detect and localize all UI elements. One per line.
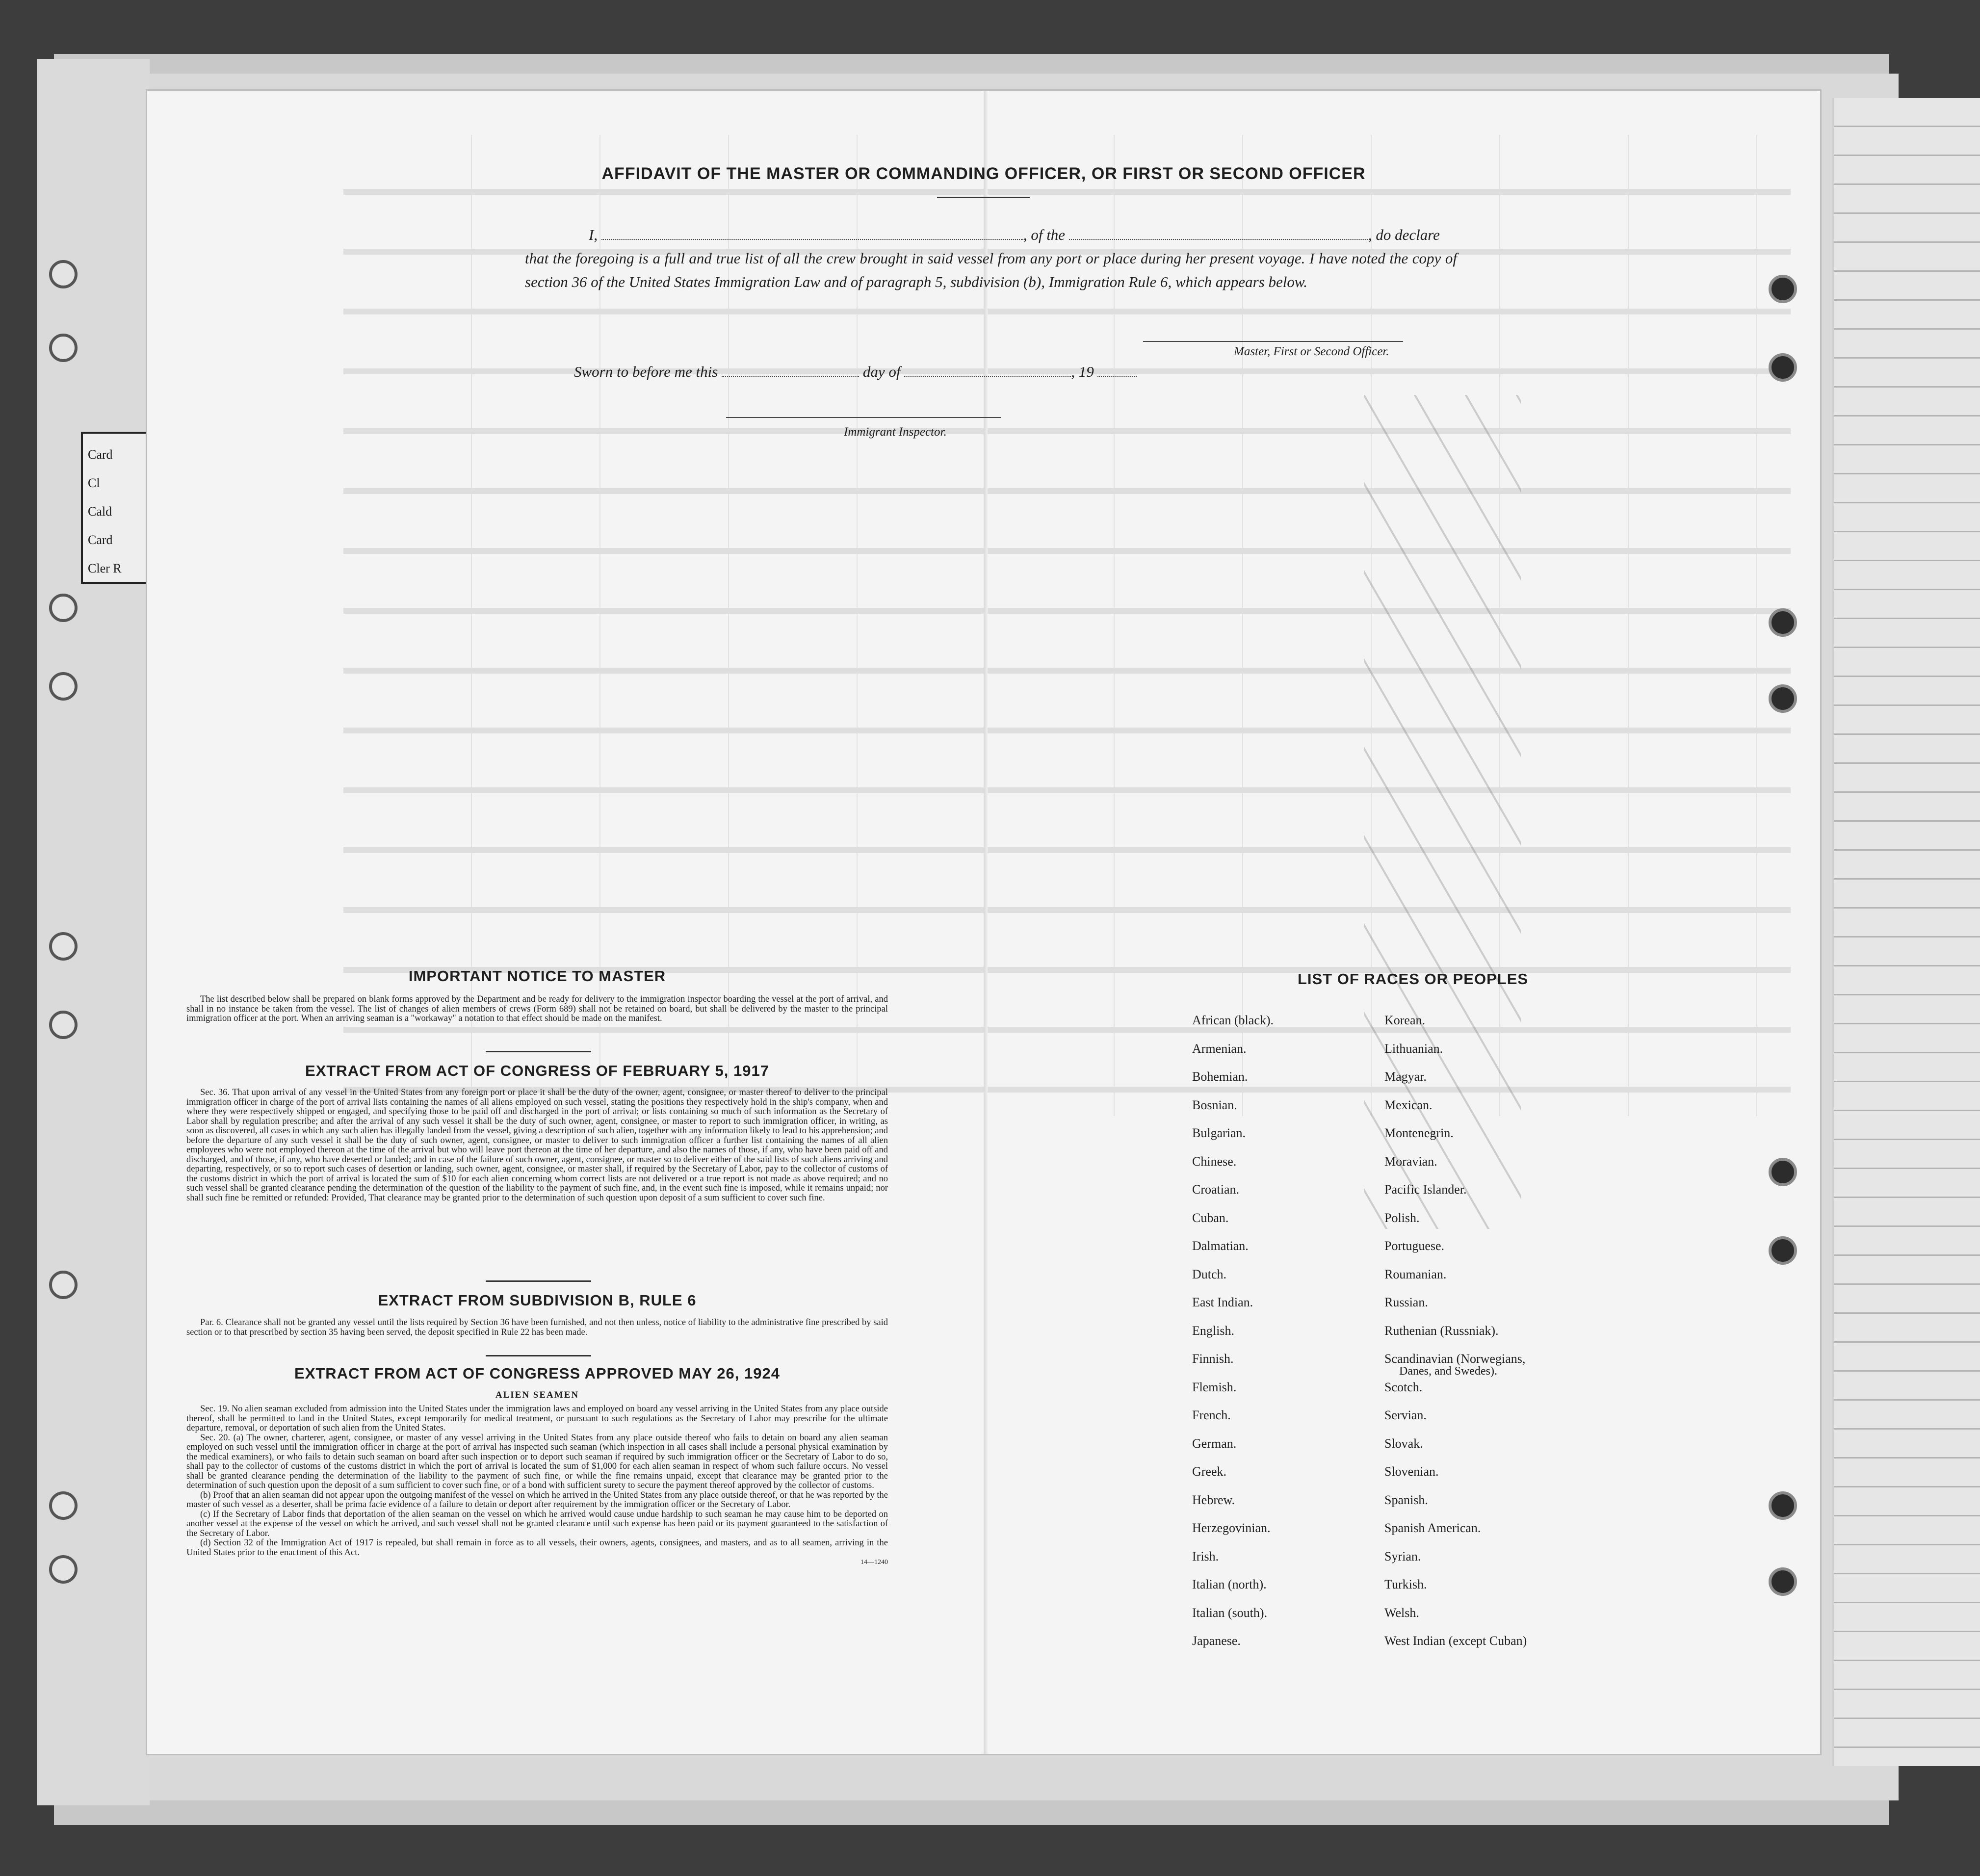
race-item: Bohemian. bbox=[1192, 1069, 1248, 1084]
affidavit-of-the: , of the bbox=[1023, 226, 1066, 243]
sworn-year-prefix: , 19 bbox=[1071, 363, 1094, 380]
notice-heading: IMPORTANT NOTICE TO MASTER bbox=[408, 967, 666, 985]
race-item: Scandinavian (Norwegians, bbox=[1384, 1352, 1526, 1366]
race-item: Slovak. bbox=[1384, 1436, 1423, 1451]
race-item: Magyar. bbox=[1384, 1069, 1427, 1084]
races-left-column bbox=[1192, 1013, 1369, 1651]
race-item: Dalmatian. bbox=[1192, 1239, 1249, 1253]
race-item: Chinese. bbox=[1192, 1154, 1237, 1169]
affidavit-body: that the foregoing is a full and true list of all the crew brought in said vessel from any port or place during her present voyage. I have noted the copy of section 36 of the United States Immigration Law and of paragraph 5, subdivision (b), Immigration Rule 6, which appears below. bbox=[525, 250, 1457, 290]
card-note-line: Cler R bbox=[88, 561, 122, 575]
binder-hole-icon bbox=[49, 334, 78, 362]
race-item: Scotch. bbox=[1384, 1380, 1423, 1394]
extract-1924-heading: EXTRACT FROM ACT OF CONGRESS APPROVED MAY 26, 1924 bbox=[294, 1365, 780, 1382]
binder-hole-icon bbox=[49, 932, 78, 961]
race-item: Bosnian. bbox=[1192, 1097, 1237, 1112]
punch-hole-icon bbox=[1769, 1567, 1797, 1596]
race-item: Spanish. bbox=[1384, 1492, 1428, 1507]
binder-hole-icon bbox=[49, 1011, 78, 1039]
punch-hole-icon bbox=[1769, 608, 1797, 637]
extract-1917-heading: EXTRACT FROM ACT OF CONGRESS OF FEBRUARY 5, 1917 bbox=[305, 1062, 769, 1079]
binder-hole-icon bbox=[49, 1491, 78, 1520]
sec-20b-paragraph: (b) Proof that an alien seaman did not appear upon the outgoing manifest of the vessel on which he arrived in the United States from any place outside thereof, or that he was reported by the master of such vessel as a deserter, shall be prima facie evidence of a failure to detain or deport after requirement by the immigration officer or the Secretary of Labor. bbox=[186, 1490, 888, 1510]
races-heading: LIST OF RACES OR PEOPLES bbox=[1297, 970, 1529, 988]
affidavit-pronoun: I, bbox=[589, 226, 598, 243]
sworn-day-of: day of bbox=[862, 363, 901, 380]
race-item: English. bbox=[1192, 1323, 1234, 1338]
manifest-page bbox=[147, 91, 1820, 1754]
form-code: 14—1240 bbox=[860, 1559, 888, 1566]
affidavit-title: AFFIDAVIT OF THE MASTER OR COMMANDING OFFICER, OR FIRST OR SECOND OFFICER bbox=[601, 164, 1366, 183]
card-note-line: Cald bbox=[88, 504, 112, 519]
race-item: Korean. bbox=[1384, 1013, 1426, 1027]
sworn-prefix: Sworn to before me this bbox=[574, 363, 718, 380]
title-rule bbox=[937, 197, 1030, 198]
sec-20d-paragraph: (d) Section 32 of the Immigration Act of 1917 is repealed, but shall remain in force as to all vessels, their owners, agents, consignees, and masters, and as to all seamen, arriving in the United States prior to the enactment of this Act. bbox=[186, 1538, 888, 1558]
race-item: Croatian. bbox=[1192, 1182, 1240, 1197]
card-note-line: Cl bbox=[88, 476, 100, 490]
page-fold bbox=[984, 91, 988, 1754]
sec-19-paragraph: Sec. 19. No alien seaman excluded from admission into the United States under the immigration laws and employed on board any vessel arriving in the United States from any place outside thereof, shall be permitted to land in the United States, except temporarily for medical treatment, or pursuant to such regulations as the Secretary of Labor may prescribe for the ultimate departure, removal, or deportation of such alien from the United States. bbox=[186, 1404, 888, 1433]
par-6-paragraph: Par. 6. Clearance shall not be granted any vessel until the lists required by Section 36 have been furnished, and not then unless, notice of liability to the administrative fine prescribed by said section or to that prescribed by section 35 having been served, the deposit specified in Rule 22 has been made. bbox=[186, 1318, 888, 1337]
affidavit-do-declare: , do declare bbox=[1368, 226, 1440, 243]
inspector-signature-line[interactable] bbox=[726, 417, 1001, 418]
punch-hole-icon bbox=[1769, 1491, 1797, 1520]
section-rule bbox=[486, 1280, 591, 1282]
race-item: East Indian. bbox=[1192, 1295, 1253, 1309]
race-item: German. bbox=[1192, 1436, 1237, 1451]
race-item: Slovenian. bbox=[1384, 1464, 1439, 1479]
punch-hole-icon bbox=[1769, 275, 1797, 303]
race-item: Russian. bbox=[1384, 1295, 1428, 1309]
punch-hole-icon bbox=[1769, 353, 1797, 382]
sec-20c-paragraph: (c) If the Secretary of Labor finds that deportation of the alien seaman on the vessel on which he arrived would cause undue hardship to such seaman he may cause him to be deported on another vessel at the expense of the vessel on which he arrived, and such vessel shall not be granted clearance until such expense has been paid or its payment guaranteed to the satisfaction of the Secretary of Labor. bbox=[186, 1509, 888, 1538]
sec-20a-paragraph: Sec. 20. (a) The owner, charterer, agent, consignee, or master of any vessel arriving in the United States from any place outside thereof who fails to detain on board any alien seaman employed on such vessel until the immigration officer in charge at the port of arrival has inspected such seaman (which inspection in all cases shall include a personal physical examination by the medical examiners), or who fails to detain such seaman on board after such inspection or to deport such seaman if required by such immigration officer or the Secretary of Labor to do so, shall pay to the collector of customs of the customs district in which the port of arrival is located the sum of $1,000 for each alien seaman in respect of whom such failure occurs. No vessel shall be granted clearance pending the determination of the liability to the payment of such fine, or while the fine remains unpaid, except that clearance may be granted prior to the determination of such question upon the deposit of a sum sufficient to cover such fine, or of a bond with sufficient surety to secure the payment thereof approved by the collector of customs. bbox=[186, 1433, 888, 1490]
affidavit-declaration bbox=[525, 223, 1457, 294]
races-right-column bbox=[1384, 1013, 1640, 1651]
extract-1917-text bbox=[186, 1088, 888, 1203]
section-rule bbox=[486, 1051, 591, 1052]
binder-hole-icon bbox=[49, 672, 78, 701]
race-item: Finnish. bbox=[1192, 1352, 1234, 1366]
race-item: Ruthenian (Russniak). bbox=[1384, 1323, 1499, 1338]
section-rule bbox=[486, 1355, 591, 1356]
extract-rule6-text bbox=[186, 1318, 888, 1337]
punch-hole-icon bbox=[1769, 1158, 1797, 1186]
race-item: West Indian (except Cuban) bbox=[1384, 1634, 1527, 1648]
binder-strip bbox=[37, 59, 150, 1805]
race-item: Italian (north). bbox=[1192, 1577, 1267, 1591]
notice-text bbox=[186, 995, 888, 1024]
master-name-field[interactable] bbox=[601, 226, 1023, 240]
punch-hole-icon bbox=[1769, 684, 1797, 713]
race-item: Danes, and Swedes). bbox=[1399, 1365, 1497, 1378]
extract-1924-text bbox=[186, 1405, 888, 1567]
sworn-month-field[interactable] bbox=[904, 363, 1071, 377]
race-item: Italian (south). bbox=[1192, 1605, 1268, 1620]
race-item: Polish. bbox=[1384, 1210, 1420, 1225]
race-item: Roumanian. bbox=[1384, 1267, 1447, 1281]
master-signature-label: Master, First or Second Officer. bbox=[1234, 345, 1389, 358]
race-item: Lithuanian. bbox=[1384, 1041, 1443, 1056]
race-item: Irish. bbox=[1192, 1549, 1219, 1563]
notice-paragraph: The list described below shall be prepared on blank forms approved by the Department and be ready for delivery to the immigration inspector boarding the vessel at the port of arrival, and shall in no instance be taken from the vessel. The list of changes of alien members of crews (Form 689) shall not be retained on board, but shall be delivered by the master to the principal immigration officer at the port. When an arriving seaman is a "workaway" a notation to that effect should be made on the manifest. bbox=[186, 994, 888, 1023]
race-item: Servian. bbox=[1384, 1408, 1427, 1422]
binder-hole-icon bbox=[49, 1271, 78, 1299]
sworn-year-field[interactable] bbox=[1097, 363, 1137, 377]
binder-hole-icon bbox=[49, 594, 78, 622]
punch-hole-icon bbox=[1769, 1236, 1797, 1265]
card-note-line: Card bbox=[88, 447, 113, 462]
master-signature-line[interactable] bbox=[1143, 341, 1403, 342]
race-item: Welsh. bbox=[1384, 1605, 1419, 1620]
race-item: Cuban. bbox=[1192, 1210, 1229, 1225]
binder-hole-icon bbox=[49, 1555, 78, 1584]
race-item: African (black). bbox=[1192, 1013, 1274, 1027]
race-item: Flemish. bbox=[1192, 1380, 1237, 1394]
inspector-label: Immigrant Inspector. bbox=[844, 425, 947, 439]
race-item: Armenian. bbox=[1192, 1041, 1247, 1056]
race-item: Bulgarian. bbox=[1192, 1126, 1246, 1140]
race-item: Montenegrin. bbox=[1384, 1126, 1454, 1140]
binder-hole-icon bbox=[49, 260, 78, 288]
race-item: French. bbox=[1192, 1408, 1231, 1422]
race-item: Pacific Islander. bbox=[1384, 1182, 1467, 1197]
card-note-tag bbox=[81, 432, 155, 584]
race-item: Dutch. bbox=[1192, 1267, 1227, 1281]
race-item: Japanese. bbox=[1192, 1634, 1241, 1648]
sworn-day-field[interactable] bbox=[722, 363, 859, 377]
race-item: Spanish American. bbox=[1384, 1521, 1481, 1535]
ledger-sheet-edge bbox=[1832, 98, 1980, 1766]
sworn-line bbox=[574, 363, 1137, 381]
vessel-name-field[interactable] bbox=[1069, 226, 1368, 240]
race-item: Portuguese. bbox=[1384, 1239, 1445, 1253]
race-item: Herzegovinian. bbox=[1192, 1521, 1271, 1535]
race-item: Mexican. bbox=[1384, 1097, 1433, 1112]
extract-rule6-heading: EXTRACT FROM SUBDIVISION B, RULE 6 bbox=[378, 1292, 697, 1309]
race-item: Hebrew. bbox=[1192, 1492, 1235, 1507]
card-note-line: Card bbox=[88, 533, 113, 547]
alien-seamen-subheading: ALIEN SEAMEN bbox=[495, 1390, 579, 1400]
race-item: Turkish. bbox=[1384, 1577, 1427, 1591]
section-36-paragraph: Sec. 36. That upon arrival of any vessel in the United States from any foreign port or place it shall be the duty of the owner, agent, consignee, or master thereof to deliver to the principal immigration officer in charge of the port of arrival lists containing the names of all aliens employed on such vessel, stating the positions they respectively hold in the ship's company, when and where they were respectively shipped or engaged, and specifying those to be paid off and discharged in the port of arrival; or lists containing so much of such information as the Secretary of Labor shall by regulation prescribe; and after the arrival of any such vessel it shall be the duty of such owner, agent, consignee, or master to report to such immigration officer, in writing, as soon as discovered, all cases in which any such alien has illegally landed from the vessel, giving a description of such alien, together with any information likely to lead to his apprehension; and before the departure of any such vessel it shall be the duty of such owner, agent, consignee, or master to deliver to such immigration officer a further list containing the names of all alien employees who were not employed thereon at the time of the arrival but who will leave port thereon at the time of her departure, and also the names of those, if any, who have been paid off and discharged, and of those, if any, who have deserted or landed; and in case of the failure of such owner, agent, consignee, or master so to deliver either of the said lists of such aliens arriving and departing, respectively, or so to report such cases of desertion or landing, such owner, agent, consignee, or master shall, if required by the Secretary of Labor, pay to the collector of customs of the customs district in which the port of arrival is located the sum of $10 for each alien concerning whom correct lists are not delivered or a true report is not made as above required; and no such vessel shall be granted clearance pending the determination of the question of the liability to the payment of such fine, and, in the event such fine is imposed, while it remains unpaid; nor shall such fine be remitted or refunded: Provided, That clearance may be granted prior to the determination of such question upon deposit of a sum sufficient to cover such fine. bbox=[186, 1088, 888, 1203]
race-item: Syrian. bbox=[1384, 1549, 1421, 1563]
race-item: Greek. bbox=[1192, 1464, 1227, 1479]
race-item: Moravian. bbox=[1384, 1154, 1437, 1169]
